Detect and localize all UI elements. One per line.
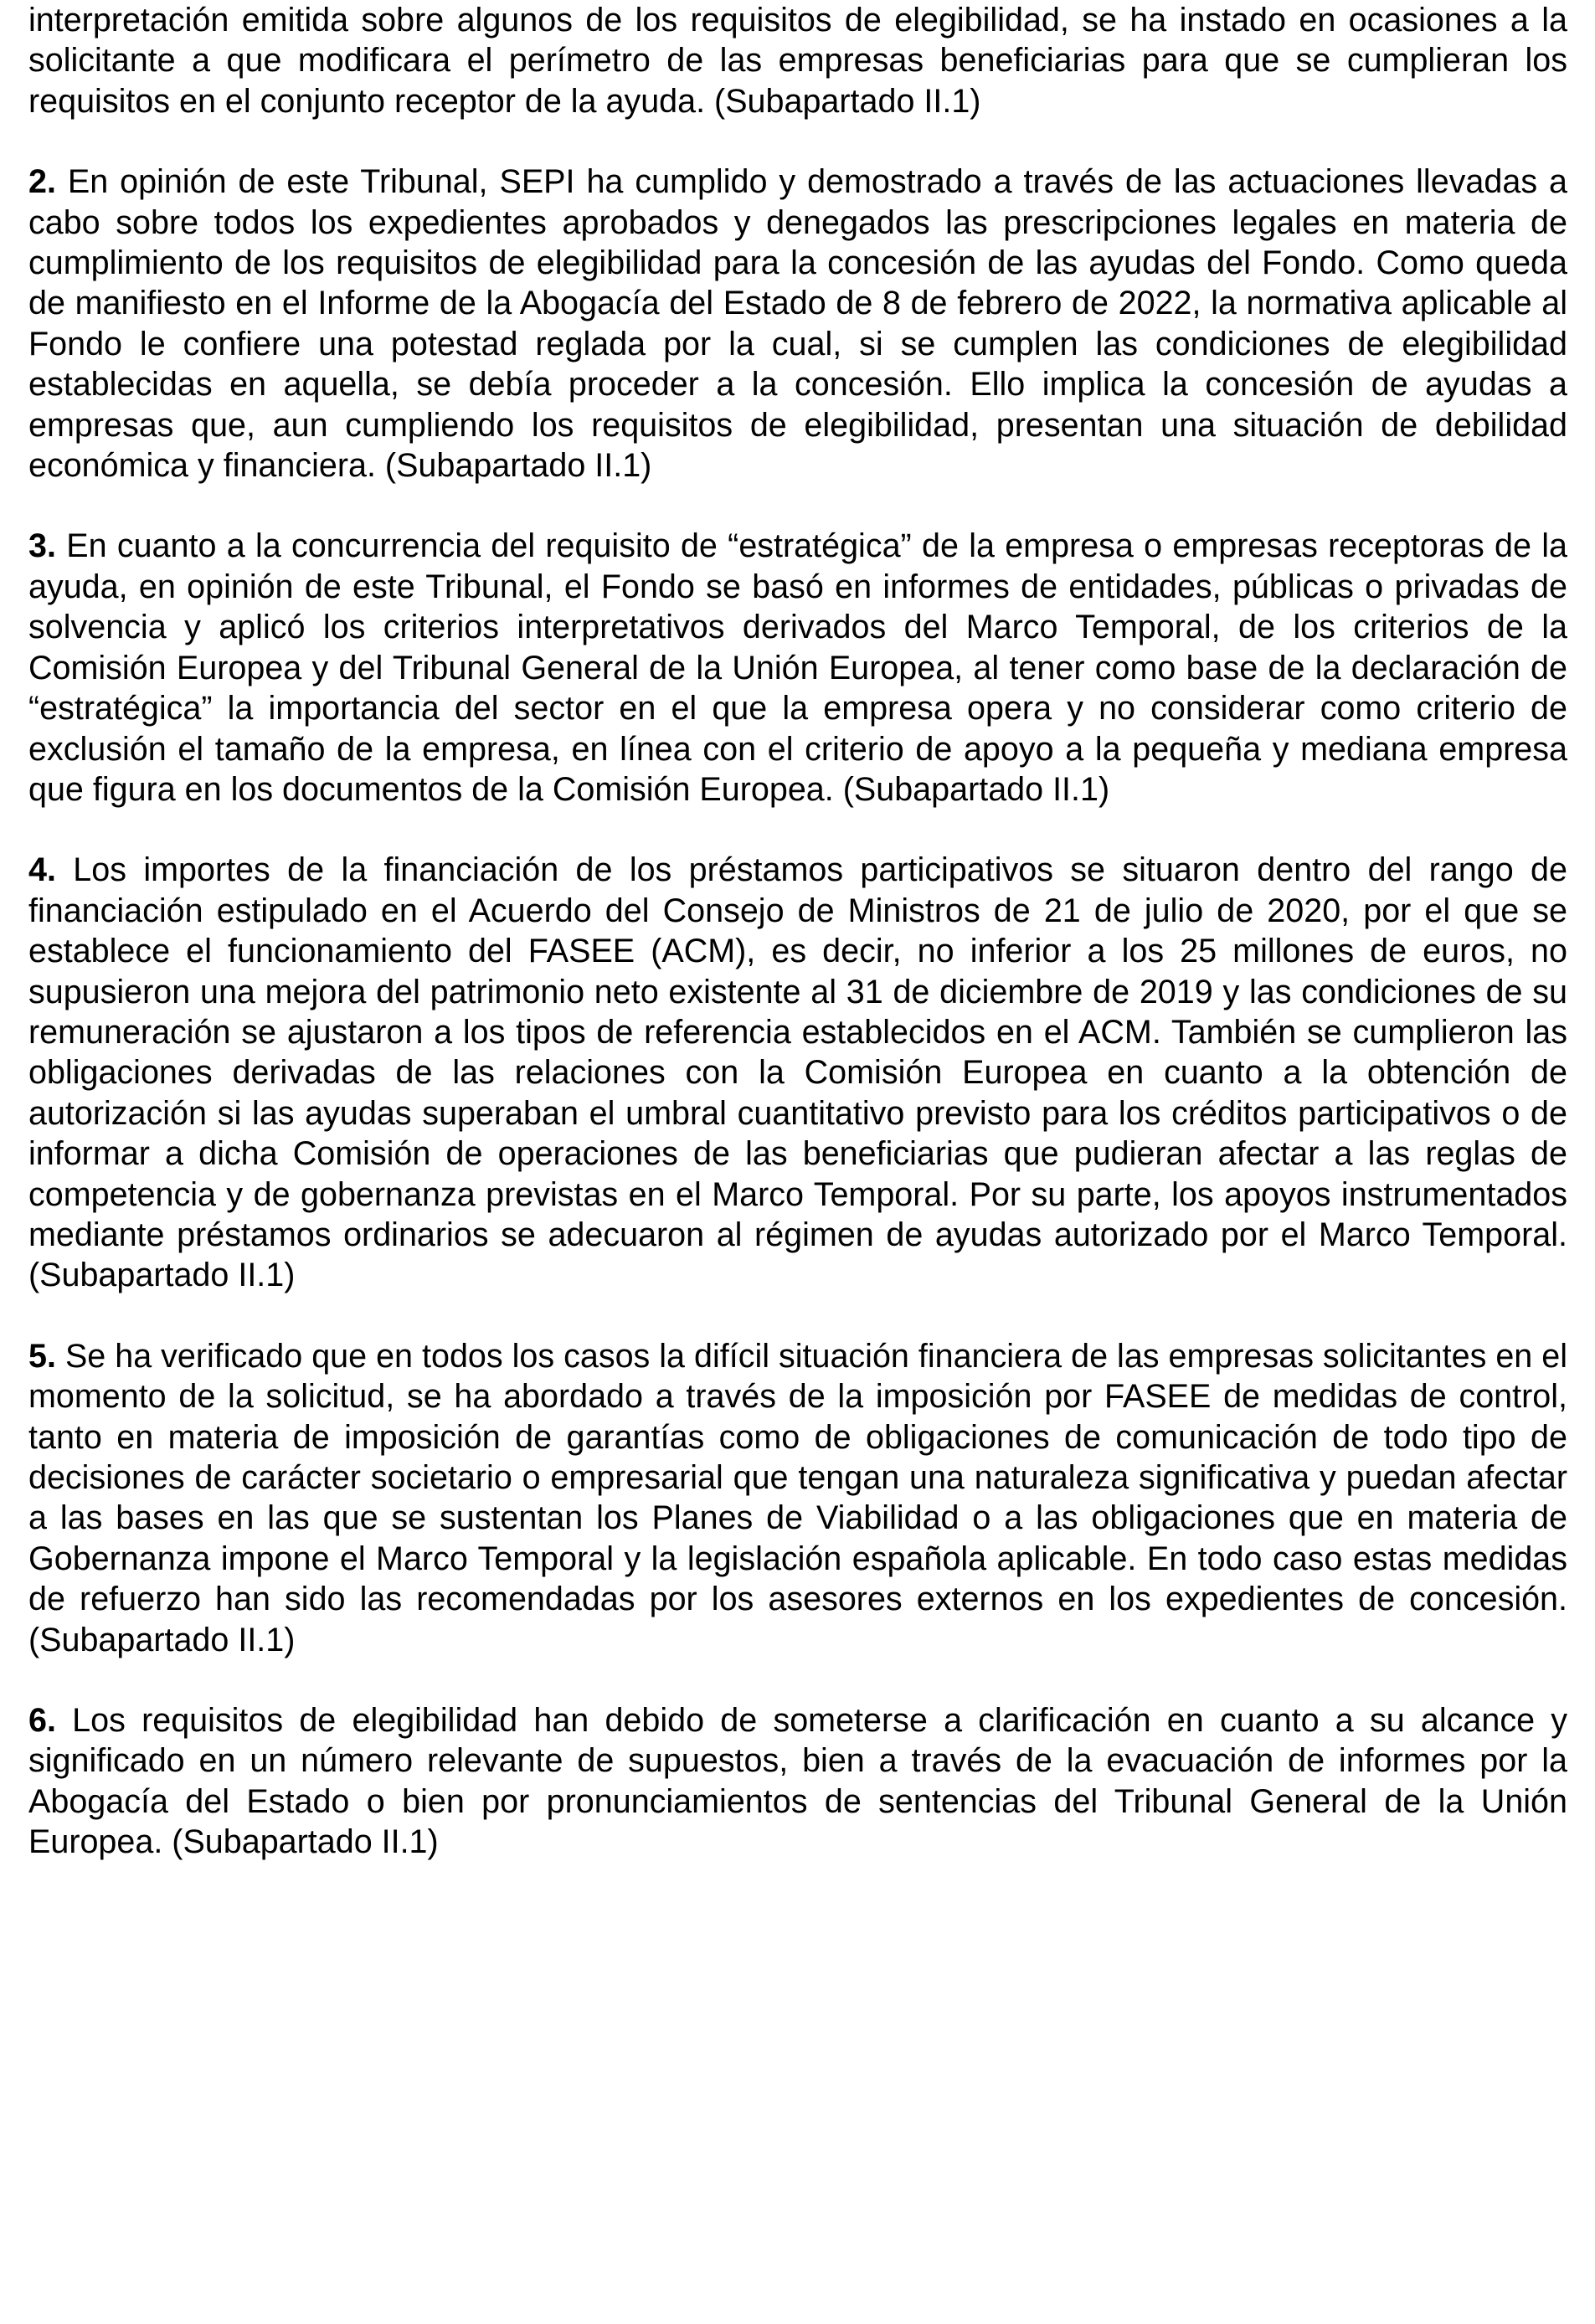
paragraph-text: interpretación emitida sobre algunos de los requisitos de elegibilidad, se ha instado en ocasiones a la solicitante a que modificara el perímetro de las empresas beneficiarias para que se cumplieran los requisitos en el conjunto receptor de la ayuda. (Subapartado II.1)	[28, 2, 1567, 120]
paragraph-2	[28, 162, 1567, 486]
paragraph-number: 6.	[28, 1702, 56, 1740]
paragraph-5	[28, 1336, 1567, 1660]
paragraph-text: Se ha verificado que en todos los casos la difícil situación financiera de las empresas solicitantes en el momento de la solicitud, se ha abordado a través de la imposición por FASEE de medidas de control, tanto en materia de imposición de garantías como de obligaciones de comunicación de todo tipo de decisiones de carácter societario o empresarial que tengan una naturaleza significativa y puedan afectar a las bases en las que se sustentan los Planes de Viabilidad o a las obligaciones que en materia de Gobernanza impone el Marco Temporal y la legislación española aplicable. En todo caso estas medidas de refuerzo han sido las recomendadas por los asesores externos en los expedientes de concesión. (Subapartado II.1)	[28, 1337, 1567, 1658]
paragraph-text: Los requisitos de elegibilidad han debido de someterse a clarificación en cuanto a su alcance y significado en un número relevante de supuestos, bien a través de la evacuación de informes por la Abogacía del Estado o bien por pronunciamientos de sentencias del Tribunal General de la Unión Europea. (Subapartado II.1)	[28, 1702, 1567, 1861]
paragraph-6	[28, 1700, 1567, 1863]
paragraph-number: 4.	[28, 851, 56, 889]
paragraph-continuation	[28, 0, 1567, 121]
paragraph-3	[28, 526, 1567, 810]
paragraph-number: 5.	[28, 1337, 56, 1375]
paragraph-number: 2.	[28, 163, 56, 201]
paragraph-text: En cuanto a la concurrencia del requisito de “estratégica” de la empresa o empresas receptoras de la ayuda, en opinión de este Tribunal, el Fondo se basó en informes de entidades, públicas o privadas de solvencia y aplicó los criterios interpretativos derivados del Marco Temporal, de los criterios de la Comisión Europea y del Tribunal General de la Unión Europea, al tener como base de la declaración de “estratégica” la importancia del sector en el que la empresa opera y no considerar como criterio de exclusión el tamaño de la empresa, en línea con el criterio de apoyo a la pequeña y mediana empresa que figura en los documentos de la Comisión Europea. (Subapartado II.1)	[28, 527, 1567, 808]
document-page	[28, 0, 1567, 1903]
paragraph-text: En opinión de este Tribunal, SEPI ha cumplido y demostrado a través de las actuaciones llevadas a cabo sobre todos los expedientes aprobados y denegados las prescripciones legales en materia de cumplimiento de los requisitos de elegibilidad para la concesión de las ayudas del Fondo. Como queda de manifiesto en el Informe de la Abogacía del Estado de 8 de febrero de 2022, la normativa aplicable al Fondo le confiere una potestad reglada por la cual, si se cumplen las condiciones de elegibilidad establecidas en aquella, se debía proceder a la concesión. Ello implica la concesión de ayudas a empresas que, aun cumpliendo los requisitos de elegibilidad, presentan una situación de debilidad económica y financiera. (Subapartado II.1)	[28, 163, 1567, 485]
paragraph-4	[28, 850, 1567, 1295]
paragraph-number: 3.	[28, 527, 56, 565]
paragraph-text: Los importes de la financiación de los préstamos participativos se situaron dentro del rango de financiación estipulado en el Acuerdo del Consejo de Ministros de 21 de julio de 2020, por el que se establece el funcionamiento del FASEE (ACM), es decir, no inferior a los 25 millones de euros, no supusieron una mejora del patrimonio neto existente al 31 de diciembre de 2019 y las condiciones de su remuneración se ajustaron a los tipos de referencia establecidos en el ACM. También se cumplieron las obligaciones derivadas de las relaciones con la Comisión Europea en cuanto a la obtención de autorización si las ayudas superaban el umbral cuantitativo previsto para los créditos participativos o de informar a dicha Comisión de operaciones de las beneficiarias que pudieran afectar a las reglas de competencia y de gobernanza previstas en el Marco Temporal. Por su parte, los apoyos instrumentados mediante préstamos ordinarios se adecuaron al régimen de ayudas autorizado por el Marco Temporal. (Subapartado II.1)	[28, 851, 1567, 1294]
